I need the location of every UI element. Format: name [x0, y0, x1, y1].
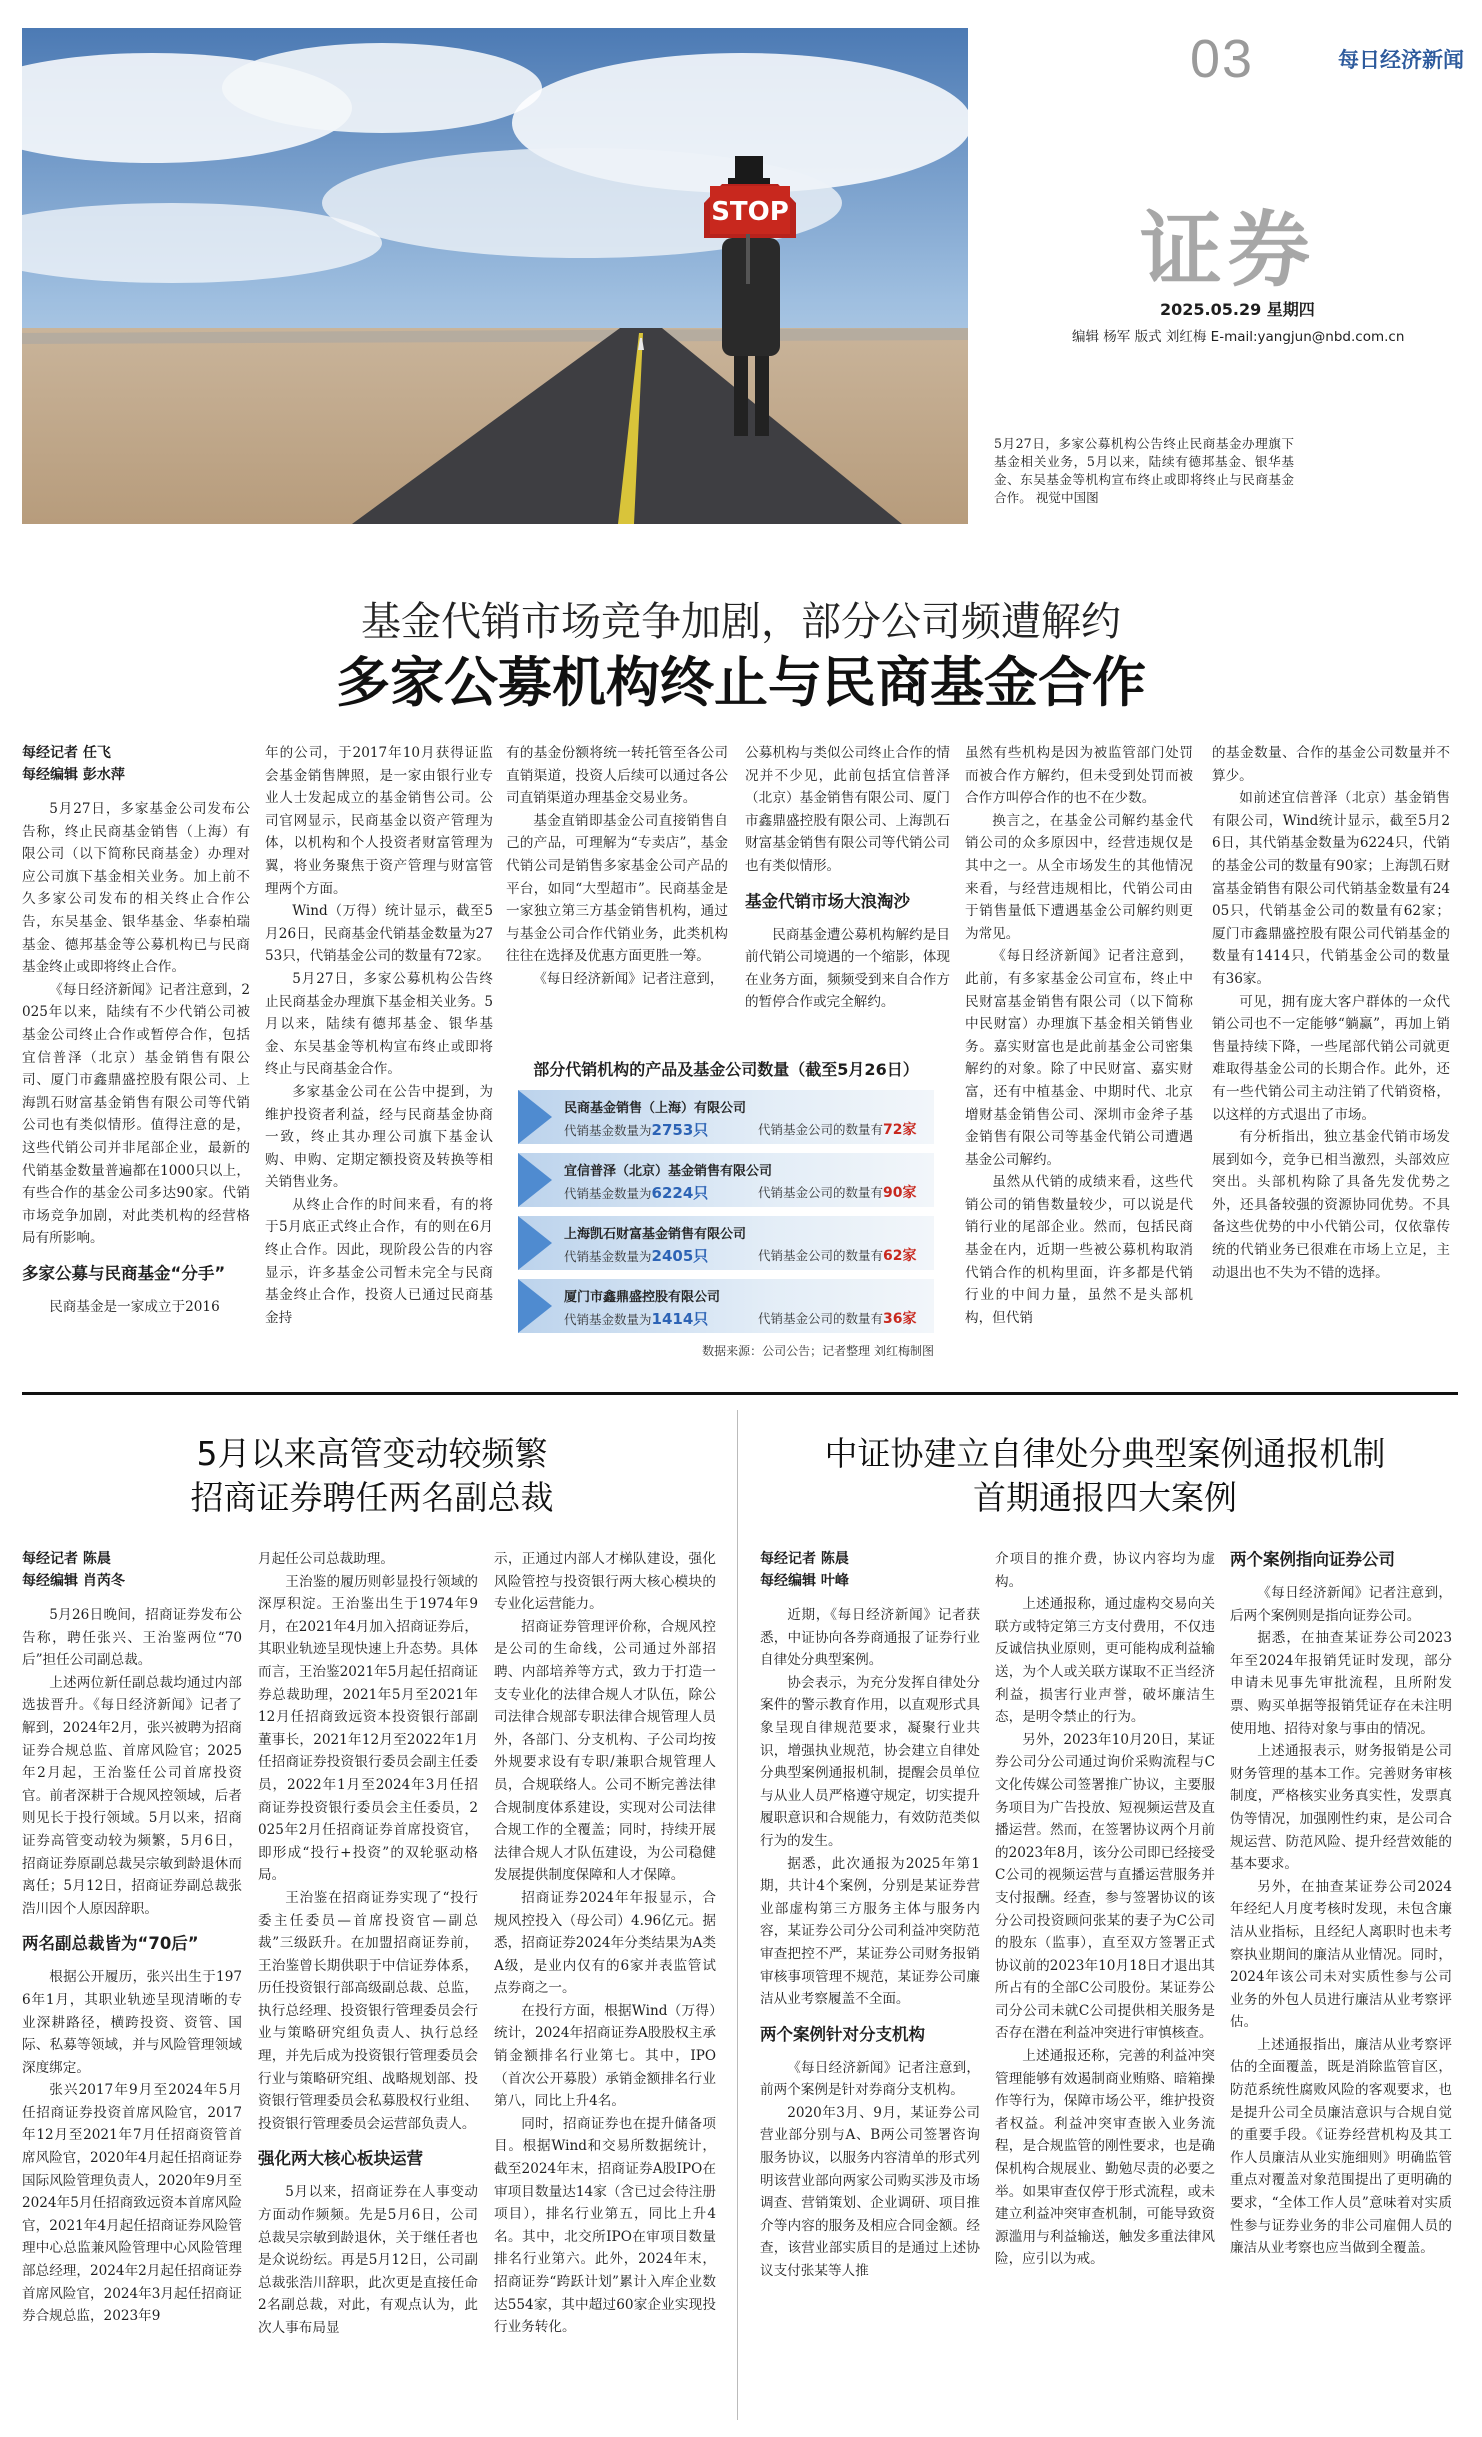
infographic-title: 部分代销机构的产品及基金公司数量（截至5月26日） [533, 1060, 919, 1079]
company-count: 62家 [883, 1248, 917, 1264]
paragraph: 5月27日，多家公募机构公告终止民商基金办理旗下基金相关业务。5月以来，陆续有德邦基金、银华基金、东吴基金等机构宣布终止或即将终止与民商基金合作。 [265, 970, 493, 1078]
paragraph: 5月27日，多家基金公司发布公告称，终止民商基金销售（上海）有限公司（以下简称民商基金）办理对应公司旗下基金相关业务。加上前不久多家公司发布的相关终止合作公告，东吴基金、银华基金、华泰柏瑞基金、德邦基金等公募机构已与民商基金终止或即将终止合作。 [22, 801, 250, 976]
article2-byline [22, 1548, 242, 1592]
cover-photo [22, 28, 968, 524]
article1-column-6 [1212, 742, 1450, 1284]
fund-count-line: 代销基金数量为2405只 [564, 1247, 709, 1265]
paragraph: 有分析指出，独立基金代销市场发展到如今，竞争已相当激烈，头部效应突出。头部机构除了具备先发优势之外，还具备较强的资源协同优势。不具备这些优势的中小代销公司，仅依靠传统的代销业务已很难在市场上立足，主动退出也不失为不错的选择。 [1212, 1129, 1450, 1281]
paragraph: 年的公司，于2017年10月获得证监会基金销售牌照，是一家由银行业专业人士发起成立的基金销售公司。公司官网显示，民商基金以资产管理为体，以机构和个人投资者财富管理为翼，将业务聚焦于资产管理与财富管理两个方面。 [265, 745, 493, 897]
paragraph: 同时，招商证券也在提升储备项目。根据Wind和交易所数据统计，截至2024年末，招商证券A股IPO在审项目数量达14家（含已过会待注册项目），排名行业第五，同比上升4名。其中，北交所IPO在审项目数量排名行业第六。此外，2024年末，招商证券“跨跃计划”累计入库企业数达554家，其中超过60家企业实现投行业务转化。 [494, 2115, 716, 2336]
paragraph: 多家基金公司在公告中提到，为维护投资者利益，经与民商基金协商一致，终止其办理公司旗下基金认购、申购、定期定额投资及转换等相关销售业务。 [265, 1083, 493, 1191]
fund-count: 2405只 [651, 1247, 709, 1265]
stop-sign-text: STOP [711, 197, 789, 227]
paragraph: Wind（万得）统计显示，截至5月26日，民商基金代销基金数量为2753只，代销基金公司的数量有72家。 [265, 903, 493, 965]
paragraph: 上述两位新任副总裁均通过内部选拔晋升。《每日经济新闻》记者了解到，2024年2月，张兴被聘为招商证券合规总监、首席风险官；2025年2月起，王治鉴任公司首席投资官。前者深耕于合规风控领域，后者则见长于投行领域。5月以来，招商证券高管变动较为频繁，5月6日，招商证券原副总裁吴宗敏到龄退休而离任；5月12日，招商证券副总裁张浩川因个人原因辞职。 [22, 1674, 242, 1917]
paragraph: 上述通报还称，完善的利益冲突管理能够有效遏制商业贿赂、暗箱操作等行为，保障市场公平，维护投资者权益。利益冲突审查嵌入业务流程，是合规监管的刚性要求，也是确保机构合规展业、勤勉尽责的必要之举。如果审查仅停于形式流程，或未建立利益冲突审查机制，可能导致资源滥用与利益输送，触发多重法律风险，应引以为戒。 [995, 2048, 1215, 2268]
paragraph: 从终止合作的时间来看，有的将于5月底正式终止合作，有的则在6月终止合作。因此，现阶段公告的内容显示，许多基金公司暂未完全与民商基金终止合作，投资人已通过民商基金持 [265, 1196, 493, 1326]
article1-subhead-1: 多家公募与民商基金“分手” [22, 1263, 226, 1283]
paragraph: 协会表示，为充分发挥自律处分案件的警示教育作用，以直观形式具象呈现自律规范要求，凝聚行业共识，增强执业规范，协会建立自律处分典型案例通报机制，提醒会员单位与从业人员严格遵守规定，切实提升履职意识和合规能力，有效防范类似行为的发生。 [760, 1674, 980, 1849]
article1-column-3 [506, 742, 728, 991]
issue-date: 2025.05.29 星期四 [1160, 300, 1315, 319]
fund-count-line: 代销基金数量为1414只 [564, 1310, 709, 1328]
page-editors: 编辑 杨军 版式 刘红梅 E-mail:yangjun@nbd.com.cn [1072, 329, 1405, 345]
article3-title-line-2: 首期通报四大案例 [973, 1478, 1237, 1517]
paper-name: 每日经济新闻 [1338, 47, 1464, 72]
paragraph: 虽然有些机构是因为被监管部门处罚而被合作方解约，但未受到处罚而被合作方叫停合作的也不在少数。 [965, 745, 1193, 807]
article1-subhead-2: 基金代销市场大浪淘沙 [745, 891, 910, 911]
paragraph: 《每日经济新闻》记者注意到， [533, 970, 724, 987]
agency-card [518, 1153, 934, 1207]
paragraph: 据悉，此次通报为2025年第1期，共计4个案例，分别是某证券营业部虚构第三方服务主体与服务内容，某证券公司分公司利益冲突防范审查把控不严，某证券公司财务报销审核事项管理不规范，某证券公司廉洁从业考察履盖不全面。 [760, 1855, 980, 2008]
fund-count: 6224只 [651, 1184, 709, 1202]
paragraph: 《每日经济新闻》记者注意到，此前，有多家基金公司宣布，终止中民财富基金销售有限公司（以下简称中民财富）办理旗下基金相关销售业务。嘉实财富也是此前基金公司密集解约的对象。除了中民财富、嘉实财富，还有中植基金、中期时代、北京增财基金销售公司、深圳市金斧子基金销售有限公司等基金代销公司遭遇基金公司解约。 [965, 948, 1193, 1168]
paragraph: 近期，《每日经济新闻》记者获悉，中证协向各券商通报了证券行业自律处分典型案例。 [760, 1607, 980, 1669]
company-count: 90家 [883, 1185, 917, 1201]
photo-caption: 5月27日，多家公募机构公告终止民商基金办理旗下基金相关业务，5月以来，陆续有德邦基金、银华基金、东吴基金等机构宣布终止或即将终止与民商基金合作。 视觉中国图 [994, 436, 1294, 505]
column-divider [737, 1410, 738, 2420]
article2-subhead-2: 强化两大核心板块运营 [258, 2149, 423, 2169]
article3-column-1 [760, 1548, 980, 2283]
article3-column-3 [1230, 1548, 1452, 2260]
article1-column-2 [265, 742, 493, 1329]
paragraph: 王治鉴在招商证券实现了“投行委主任委员—首席投资官—副总裁”三级跃升。在加盟招商证券前，王治鉴曾长期供职于中信证券体系，历任投资银行部高级副总裁、总监，执行总经理、投资银行管理委员会行业与策略研究组负责人、执行总经理，并先后成为投资银行管理委员会行业与策略研究组、战略规划部、投资银行管理委员会私募股权行业组、投资银行管理委员会运营部负责人。 [258, 1889, 478, 2132]
company-count-line: 代销基金公司的数量有90家 [758, 1185, 917, 1201]
paragraph: 《每日经济新闻》记者注意到，后两个案例则是指向证券公司。 [1230, 1585, 1452, 1624]
company-count: 36家 [883, 1311, 917, 1327]
triangle-icon [518, 1279, 552, 1333]
article3-title-line-1: 中证协建立自律处分典型案例通报机制 [824, 1434, 1386, 1473]
fund-count-line: 代销基金数量为2753只 [564, 1121, 709, 1139]
company-count: 72家 [883, 1122, 917, 1138]
paragraph: 另外，在抽查某证券公司2024年经纪人月度考核时发现，未包含廉洁从业指标，且经纪人离职时也未考察执业期间的廉洁从业情况。同时，2024年该公司未对实质性参与公司业务的外包人员进行廉洁从业考察评估。 [1230, 1878, 1452, 2031]
reporter: 每经记者 陈晨 [22, 1551, 111, 1567]
article1-title: 多家公募机构终止与民商基金合作 [336, 651, 1146, 714]
paragraph: 《每日经济新闻》记者注意到，前两个案例是针对券商分支机构。 [760, 2059, 980, 2099]
paragraph: 民商基金遭公募机构解约是目前代销公司境遇的一个缩影，体现在业务方面，频频受到来自合作方的暂停合作或完全解约。 [745, 926, 950, 1011]
paragraph: 另外，2023年10月20日，某证券公司分公司通过询价采购流程与C文化传媒公司签署推广协议，主要服务项目为广告投放、短视频运营及直播运营。然而，在签署协议两个月前的2023年8月，该分公司即已经接受C公司的视频运营与直播运营服务并支付报酬。经查，参与签署协议的该分公司投资顾问张某的妻子为C公司的股东（监事），直至双方签署正式协议前的2023年10月18日才退出其所占有的全部C公司股份。某证券公司分公司未就C公司提供相关服务是否存在潜在利益冲突进行审慎核查。 [995, 1731, 1215, 2042]
article2-column-3 [494, 1548, 716, 2339]
agency-card [518, 1216, 934, 1270]
agency-name: 上海凯石财富基金销售有限公司 [564, 1227, 747, 1242]
article3-byline [760, 1548, 980, 1592]
reporter: 每经记者 陈晨 [760, 1551, 849, 1567]
section-title: 证券 [1140, 203, 1317, 298]
agency-name: 厦门市鑫鼎盛控股有限公司 [564, 1290, 721, 1305]
paragraph: 5月以来，招商证券在人事变动方面动作频频。先是5月6日，公司总裁吴宗敏到龄退休，关于继任者也是众说纷纭。再是5月12日，公司副总裁张浩川辞职，此次更是直接任命2名副总裁，对此，有观点认为，此次人事布局显 [258, 2184, 478, 2336]
paragraph: 5月26日晚间，招商证券发布公告称，聘任张兴、王治鉴两位“70后”担任公司副总裁。 [22, 1607, 242, 1669]
infographic-source: 数据来源：公司公告；记者整理 刘红梅制图 [702, 1344, 934, 1358]
article2-subhead-1: 两名副总裁皆为“70后” [22, 1934, 199, 1954]
agency-card [518, 1279, 934, 1333]
agency-card [518, 1090, 934, 1144]
article3-column-2 [995, 1548, 1215, 2271]
paragraph: 介项目的推介费，协议内容均为虚构。 [995, 1551, 1215, 1590]
paragraph: 上述通报指出，廉洁从业考察评估的全面覆盖，既是消除监管盲区，防范系统性腐败风险的客观要求，也是提升公司全员廉洁意识与合规自觉的重要手段。《证券经营机构及其工作人员廉洁从业实施细则》明确监管重点对覆盖对象范围提出了更明确的要求，“全体工作人员”意味着对实质性参与证券业务的非公司雇佣人员的廉洁从业考察也应当做到全覆盖。 [1230, 2036, 1452, 2257]
company-count-line: 代销基金公司的数量有72家 [758, 1122, 917, 1138]
paragraph: 的基金数量、合作的基金公司数量并不算少。 [1212, 745, 1450, 784]
paragraph: 如前述宜信普泽（北京）基金销售有限公司，Wind统计显示，截至5月26日，其代销基金数量为6224只，代销的基金公司的数量有90家；上海凯石财富基金销售有限公司代销基金数量有2405只，代销基金公司的数量有62家；厦门市鑫鼎盛控股有限公司代销基金的数量有1414只，代销基金公司的数量有36家。 [1212, 790, 1450, 987]
paragraph: 基金直销即基金公司直接销售自己的产品，可理解为“专卖店”，基金代销公司是销售多家基金公司产品的平台，如同“大型超市”。民商基金是一家独立第三方基金销售机构，通过与基金公司合作代销业务，此类机构往往在选择及优惠方面更胜一筹。 [506, 812, 728, 965]
editor: 每经编辑 彭水萍 [22, 767, 125, 783]
article1-subtitle: 基金代销市场竞争加剧，部分公司频遭解约 [361, 599, 1121, 645]
paragraph: 示，正通过内部人才梯队建设，强化风险管控与投资银行两大核心模块的专业化运营能力。 [494, 1551, 716, 1613]
article2-column-2 [258, 1548, 478, 2340]
editor: 每经编辑 叶峰 [760, 1573, 849, 1589]
fund-count: 1414只 [651, 1310, 709, 1328]
triangle-icon [518, 1090, 552, 1144]
agency-infographic [506, 1058, 946, 1378]
paragraph: 月起任公司总裁助理。 [258, 1551, 394, 1567]
paragraph: 可见，拥有庞大客户群体的一众代销公司也不一定能够“躺赢”，再加上销售量持续下降，一些尾部代销公司就更难取得基金公司的长期合作。此外，还有一些代销公司主动注销了代销资格，以这样的方式退出了市场。 [1212, 993, 1450, 1123]
company-count-line: 代销基金公司的数量有62家 [758, 1248, 917, 1264]
paragraph: 换言之，在基金公司解约基金代销公司的众多原因中，经营违规仅是其中之一。从全市场发生的其他情况来看，与经营违规相比，代销公司由于销售量低下遭遇基金公司解约则更为常见。 [965, 812, 1193, 942]
paragraph: 据悉，在抽查某证券公司2023年至2024年报销凭证时发现，部分申请未见事先审批流程，且所附发票、购买单据等报销凭证存在未注明使用地、招待对象与事由的情况。 [1230, 1630, 1452, 1737]
paragraph: 《每日经济新闻》记者注意到，2025年以来，陆续有不少代销公司被基金公司终止合作或暂停合作，包括宜信普泽（北京）基金销售有限公司、厦门市鑫鼎盛控股有限公司、上海凯石财富基金销售有限公司等代销公司也有类似情形。值得注意的是，这些代销公司并非尾部企业，最新的代销基金数量普遍都在1000只以上，有些合作的基金公司多达90家。代销市场竞争加剧，对此类机构的经营格局有所影响。 [22, 981, 250, 1247]
fund-count-line: 代销基金数量为6224只 [564, 1184, 709, 1202]
article1-column-5 [965, 742, 1193, 1329]
triangle-icon [518, 1216, 552, 1270]
paragraph: 在投行方面，根据Wind（万得）统计，2024年招商证券A股股权主承销金额排名行业第七。其中，IPO（首次公开募股）承销金额排名行业第八，同比上升4名。 [494, 2002, 716, 2110]
paragraph: 招商证券管理评价称，合规风控是公司的生命线，公司通过外部招聘、内部培养等方式，致力于打造一支专业化的法律合规人才队伍，除公司法律合规部专职法律合规管理人员外，各部门、分支机构、子公司均按外规要求设有专职/兼职合规管理人员，合规联络人。公司不断完善法律合规制度体系建设，实现对公司法律合规工作的全覆盖；同时，持续开展法律合规人才队伍建设，为公司稳健发展提供制度保障和人才保障。 [494, 1618, 716, 1884]
company-count-line: 代销基金公司的数量有36家 [758, 1311, 917, 1327]
article2-column-1 [22, 1548, 242, 2328]
article2-title-line-1: 5月以来高管变动较频繁 [196, 1434, 548, 1473]
article1-column-4 [745, 742, 950, 1014]
article2-title [22, 1432, 722, 1520]
article1-byline [22, 742, 250, 786]
reporter: 每经记者 任飞 [22, 745, 111, 761]
page-number: 03 [1190, 29, 1255, 89]
section-divider [22, 1392, 1458, 1395]
paragraph: 根据公开履历，张兴出生于1976年1月，其职业轨迹呈现清晰的专业深耕路径，横跨投资、资管、国际、私募等领域，并与风险管理领域深度绑定。 [22, 1969, 242, 2076]
editor: 每经编辑 肖芮冬 [22, 1573, 125, 1589]
fund-count: 2753只 [651, 1121, 709, 1139]
article3-subhead-1: 两个案例针对分支机构 [760, 2024, 925, 2044]
triangle-icon [518, 1153, 552, 1207]
paragraph: 上述通报称，通过虚构交易向关联方或特定第三方支付费用，不仅违反诚信执业原则，更可能构成利益输送，为个人或关联方谋取不正当经济利益，损害行业声誉，破坏廉洁生态，是明令禁止的行为。 [995, 1596, 1215, 1726]
paragraph: 公募机构与类似公司终止合作的情况并不少见，此前包括宜信普泽（北京）基金销售有限公司、厦门市鑫鼎盛控股有限公司、上海凯石财富基金销售有限公司等代销公司也有类似情形。 [745, 745, 950, 874]
paragraph: 虽然从代销的成绩来看，这些代销公司的销售数量较少，可以说是代销行业的尾部企业。然而，包括民商基金在内，近期一些被公募机构取消代销合作的机构里面，许多都是代销行业的中间力量，虽然不是头部机构，但代销 [965, 1174, 1193, 1326]
paragraph: 2020年3月、9月，某证券公司营业部分别与A、B两公司签署咨询服务协议，以服务内容清单的形式列明该营业部向两家公司购买涉及市场调查、营销策划、企业调研、项目推介等内容的服务及相应合同金额。经查，该营业部实质目的是通过上述协议支付张某等人推 [760, 2104, 980, 2280]
article1-column-1 [22, 742, 250, 1318]
article2-title-line-2: 招商证券聘任两名副总裁 [190, 1478, 554, 1517]
paragraph: 民商基金是一家成立于2016 [49, 1298, 220, 1315]
agency-name: 宜信普泽（北京）基金销售有限公司 [564, 1164, 773, 1179]
article3-title [752, 1432, 1458, 1520]
paragraph: 王治鉴的履历则彰显投行领域的深厚积淀。王治鉴出生于1974年9月，在2021年4月加入招商证券后，其职业轨迹呈现快速上升态势。具体而言，王治鉴2021年5月起任招商证券总裁助理，2021年5月至2021年12月任招商致远资本投资银行部副董事长，2021年12月至2022年1月任招商证券投资银行委员会副主任委员，2022年1月至2024年3月任招商证券投资银行委员会主任委员，2025年2月任招商证券首席投资官，即形成“投行+投资”的双轮驱动格局。 [258, 1573, 478, 1884]
agency-name: 民商基金销售（上海）有限公司 [564, 1101, 747, 1116]
paragraph: 有的基金份额将统一转托管至各公司直销渠道，投资人后续可以通过各公司直销渠道办理基金交易业务。 [506, 745, 728, 807]
paragraph: 上述通报表示，财务报销是公司财务管理的基本工作。完善财务审核制度，严格核实业务真实性，发票真伪等情况，加强刚性约束，是公司合规运营、防范风险、提升经营效能的基本要求。 [1230, 1743, 1452, 1873]
paragraph: 招商证券2024年年报显示，合规风控投入（母公司）4.96亿元。据悉，招商证券2024年分类结果为A类A级，是业内仅有的6家并表监管试点券商之一。 [494, 1889, 716, 1997]
article3-subhead-2: 两个案例指向证券公司 [1230, 1550, 1395, 1569]
paragraph: 张兴2017年9月至2024年5月任招商证券投资首席风险官，2017年12月至2021年7月任招商资管首席风险官，2020年4月起任招商证券国际风险管理负责人，2020年9月至2024年5月任招商致远资本首席风险官，2021年4月起任招商证券风险管理中心总监兼风险管理中心风险管理部总经理，2024年2月起任招商证券首席风险官，2024年3月起任招商证券合规总监，2023年9 [22, 2082, 242, 2325]
